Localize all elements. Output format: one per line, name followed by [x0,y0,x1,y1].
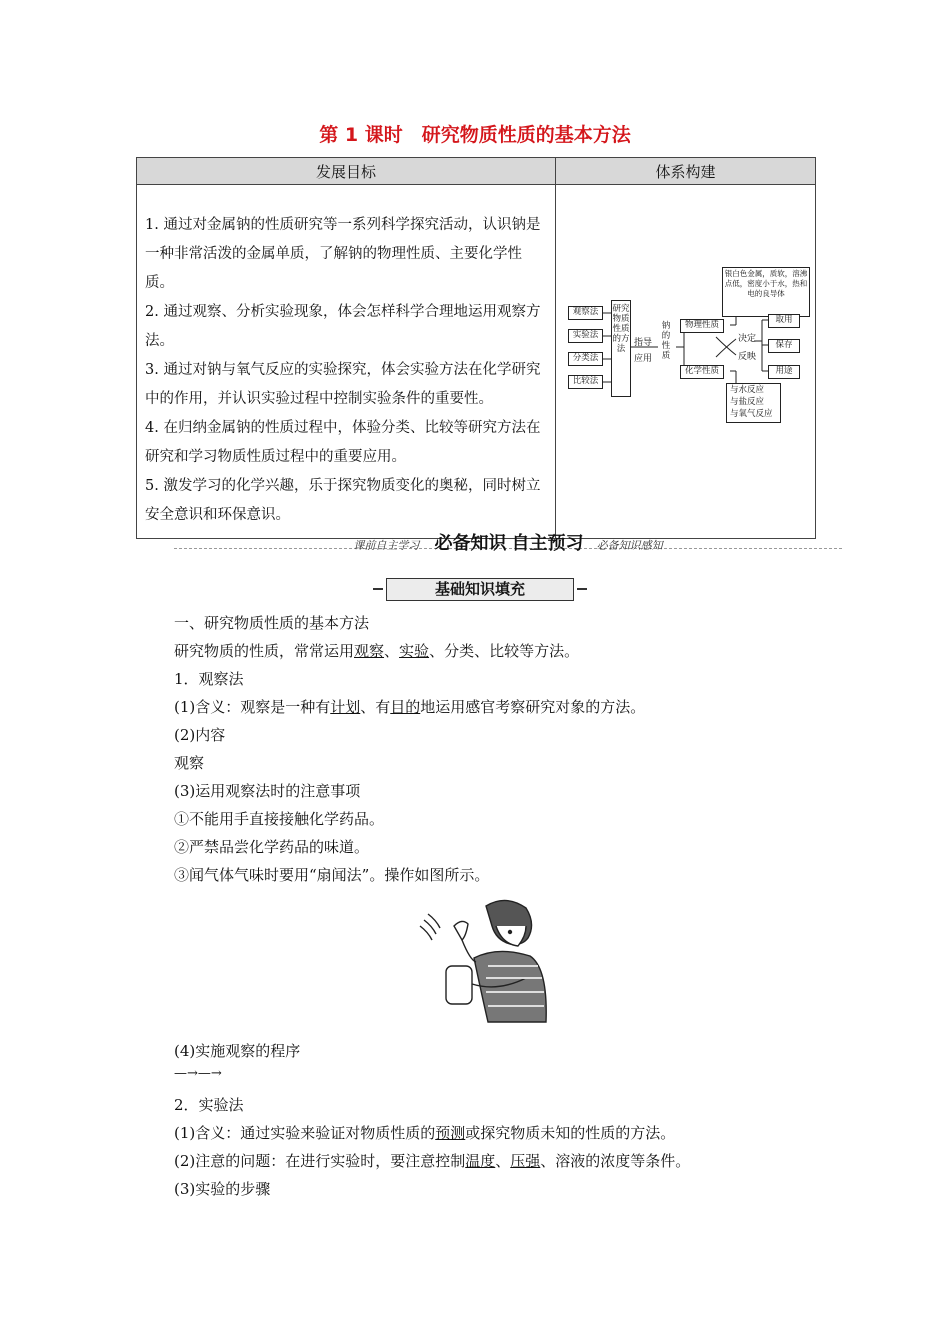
chemical-box: 化学性质 [680,365,724,379]
body-line: (2)内容 [174,726,226,744]
band-right: 必备知识感知 [596,539,663,552]
boy-smelling-gas-illustration [418,896,568,1026]
goal-item: 1. 通过对金属钠的性质研究等一系列科学探究活动，认识钠是一种非常活泼的金属单质，了解钠的物理性质、主要化学性质。 [145,217,541,291]
goal-list [137,185,555,538]
section-heading: 基础知识填充 [386,578,574,601]
method-box: 观察法 [568,306,603,320]
reactions-box [726,383,781,423]
reflect-label: 反映 [738,352,757,362]
page-title: 第 1 课时 研究物质性质的基本方法 [319,124,631,146]
body-line: (4)实施观察的程序 [174,1042,301,1060]
guide-label: 指导 [634,338,653,348]
body-line: 观察 [174,754,205,772]
body-line: ②严禁品尝化学药品的味道。 [174,838,370,856]
band-middle1: 必备知识 [434,533,507,554]
goals-table [136,157,816,539]
body-line: (1)含义：通过实验来验证对物质性质的预测或探究物质未知的性质的方法。 [174,1124,676,1142]
goal-item: 4. 在归纳金属钠的性质过程中，体验分类、比较等研究方法在研究和学习物质性质过程中的重要应用。 [145,420,541,465]
decide-label: 决定 [738,334,757,344]
method-box: 比较法 [568,375,603,389]
body-line: ③闻气体气味时要用“扇闻法”。操作如图所示。 [174,866,490,884]
method-box: 实验法 [568,329,603,343]
section-band [174,529,842,555]
apply-label: 应用 [634,354,653,364]
goal-item: 3. 通过对钠与氧气反应的实验探究，体会实验方法在化学研究中的作用，并认识实验过程中控制实验条件的重要性。 [145,362,541,407]
use-box: 用途 [768,365,800,379]
goals-header: 发展目标 [137,158,556,185]
method-box: 分类法 [568,352,603,366]
reaction-item: 与水反应 [730,385,765,395]
framework-header: 体系构建 [556,158,816,185]
reaction-item: 与氧气反应 [730,409,773,419]
body-line: (2)注意的问题：在进行实验时，要注意控制温度、压强、溶液的浓度等条件。 [174,1152,691,1170]
sodium-label: 钠的性质 [658,321,674,369]
reaction-item: 与盐反应 [730,397,765,407]
use-box: 取用 [768,314,800,328]
goal-item: 2. 通过观察、分析实验现象，体会怎样科学合理地运用观察方法。 [145,304,541,349]
use-box: 保存 [768,339,800,353]
body-line: (1)含义：观察是一种有计划、有目的地运用感官考察研究对象的方法。 [174,698,646,716]
body-line: 1．观察法 [174,670,244,688]
goal-item: 5. 激发学习的化学兴趣，乐于探究物质变化的奥秘，同时树立安全意识和环保意识。 [145,478,541,523]
band-left: 课前自主学习 [353,539,420,552]
band-middle2: 自主预习 [511,533,584,554]
body-line: 2．实验法 [174,1096,244,1114]
body-line: (3)实验的步骤 [174,1180,271,1198]
body-line: (3)运用观察法时的注意事项 [174,782,361,800]
framework-diagram [556,185,815,519]
body-line: 研究物质的性质，常常运用观察、实验、分类、比较等方法。 [174,642,580,660]
body-line: 一、研究物质性质的基本方法 [174,614,370,632]
physical-box: 物理性质 [680,319,724,333]
physical-desc-box: 银白色金属，质软，溶沸点低，密度小于水，热和电的良导体 [722,267,810,317]
procedure-arrows: —→—→ [174,1066,222,1081]
body-line: ①不能用手直接接触化学药品。 [174,810,385,828]
center-box: 研究物质性质的方法 [611,300,631,397]
